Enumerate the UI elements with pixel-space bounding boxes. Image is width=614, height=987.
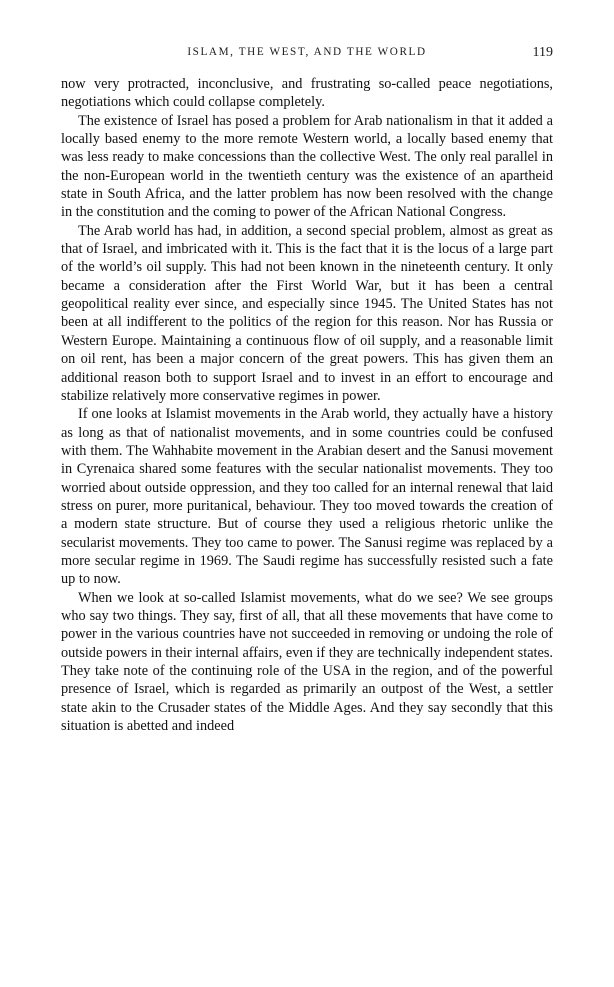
running-title: ISLAM, THE WEST, AND THE WORLD [187,46,427,58]
body-text [61,75,553,735]
page-number: 119 [532,45,553,60]
running-head [61,46,553,66]
paragraph-continued: now very protracted, inconclusive, and frustrating so-called peace negotiations, negotiations which could collapse completely. [61,76,553,111]
paragraph: When we look at so-called Islamist movements, what do we see? We see groups who say two things. They say, first of all, that all these movements that have come to power in the various countries have not succeeded in removing or undoing the role of outside powers in their internal affairs, even if they are technically independent states. They take note of the continuing role of the USA in the region, and of the powerful presence of Israel, which is regarded as primarily an outpost of the West, a settler state akin to the Crusader states of the Middle Ages. And they say secondly that this situation is abetted and indeed [61,589,554,735]
paragraph: If one looks at Islamist movements in the Arab world, they actually have a history as long as that of nationalist movements, and in some countries could be confused with them. The Wahhabite movement in the Arabian desert and the Sanusi movement in Cyrenaica shared some features with the secular nationalist movements. They too worried about outside oppression, and they too called for an internal renewal that laid stress on purer, more puritanical, behaviour. They too moved towards the creation of a modern state structure. But of course they used a religious rhetoric unlike the secularist movements. They too came to power. The Sanusi regime was replaced by a more secular regime in 1969. The Saudi regime has successfully resisted such a fate up to now. [61,406,553,588]
paragraph: The existence of Israel has posed a problem for Arab nationalism in that it added a locally based enemy to the more remote Western world, a locally based enemy that was less ready to make concessions than the collective West. The only real parallel in the non-European world in the twentieth century was the existence of an apartheid state in South Africa, and the latter problem has now been resolved with the change in the constitution and the coming to power of the African National Congress. [61,112,553,221]
paragraph: The Arab world has had, in addition, a second special problem, almost as great as that of Israel, and imbricated with it. This is the fact that it is the locus of a large part of the world’s oil supply. This had not been known in the nineteenth century. It only became a consideration after the First World War, but it has been a central geopolitical reality ever since, and especially since 1945. The United States has not been at all indifferent to the politics of the region for this reason. Nor has Russia or Western Europe. Maintaining a continuous flow of oil supply, and a reasonable limit on oil rent, has been a major concern of the great powers. This has given them an additional reason both to support Israel and to invest in an effort to encourage and stabilize relatively more conservative regimes in power. [61,222,553,404]
